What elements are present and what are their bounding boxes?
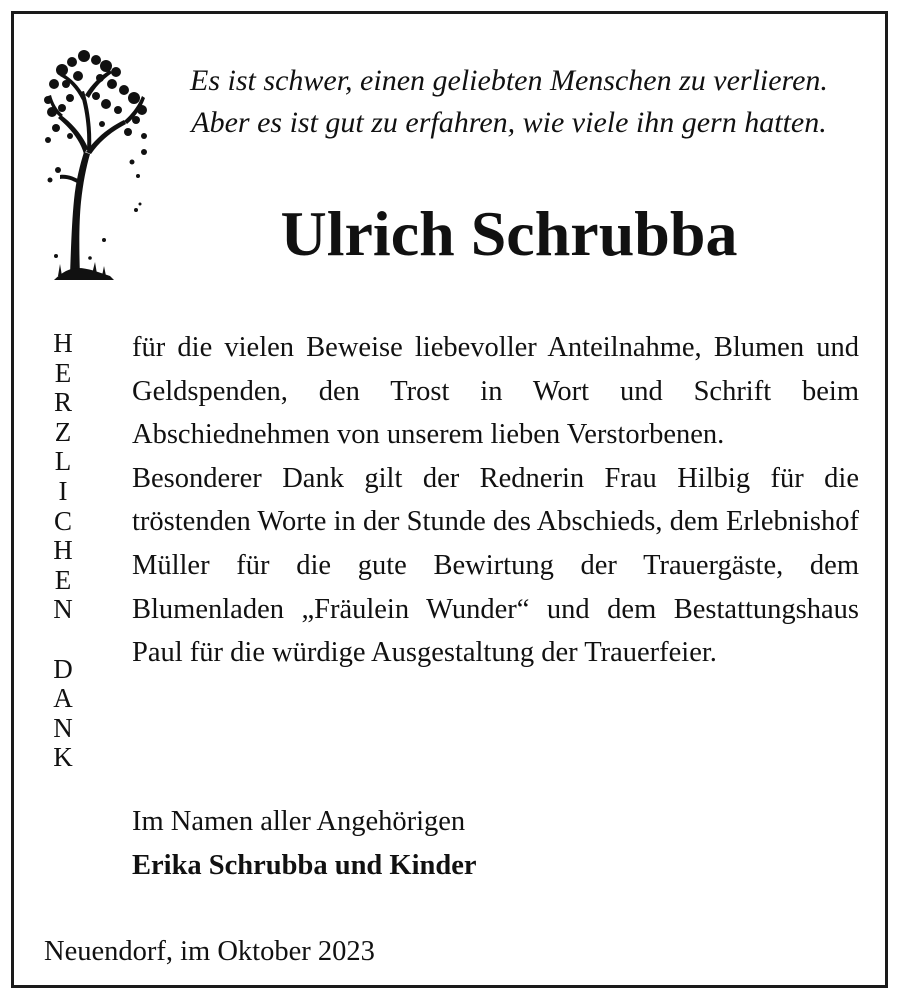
obituary-card <box>11 11 888 988</box>
place-date: Neuendorf, im Oktober 2023 <box>44 936 375 967</box>
thanks-paragraph-1: für die vielen Beweise liebevoller Anteilnahme, Blumen und Geldspenden, den Trost in Wort und Schrift beim Abschiednehmen von unserem lieben Verstorbenen. <box>132 332 859 451</box>
vertical-letter: C <box>53 505 72 536</box>
signature <box>132 800 832 888</box>
vertical-letter: Z <box>54 416 72 447</box>
vertical-letter: E <box>54 357 72 388</box>
vertical-letter: N <box>53 594 73 625</box>
quote-line-1: Es ist schwer, einen geliebten Menschen zu verlieren. <box>190 64 828 97</box>
vertical-letter: D <box>53 653 73 684</box>
thanks-paragraph-2: Besonderer Dank gilt der Rednerin Frau Hilbig für die tröstenden Worte in der Stunde des Abschieds, dem Erlebnishof Müller für die gute Bewirtung der Trauergäste, dem Blumenladen „Fräulein Wunder“ und dem Bestattungshaus Paul für die würdige Ausgestaltung der Trauerfeier. <box>132 462 859 669</box>
vertical-heading <box>40 329 86 773</box>
vertical-letter: E <box>54 564 72 595</box>
deceased-name: Ulrich Schrubba <box>280 198 738 269</box>
vertical-letter: H <box>53 535 73 566</box>
signature-names: Erika Schrubba und Kinder <box>132 850 477 881</box>
vertical-letter: A <box>53 683 73 714</box>
signature-intro: Im Namen aller Angehörigen <box>132 806 466 837</box>
vertical-gap <box>40 625 86 655</box>
vertical-letter: H <box>53 328 73 358</box>
vertical-letter: R <box>53 387 72 418</box>
vertical-letter: I <box>58 475 68 506</box>
tree-icon <box>40 40 152 284</box>
vertical-letter: N <box>53 712 73 743</box>
vertical-letter: K <box>53 742 73 773</box>
vertical-letter: L <box>54 446 72 477</box>
thanks-text <box>132 326 859 675</box>
quote-line-2: Aber es ist gut zu erfahren, wie viele ihn gern hatten. <box>191 106 827 139</box>
quote <box>159 60 859 144</box>
